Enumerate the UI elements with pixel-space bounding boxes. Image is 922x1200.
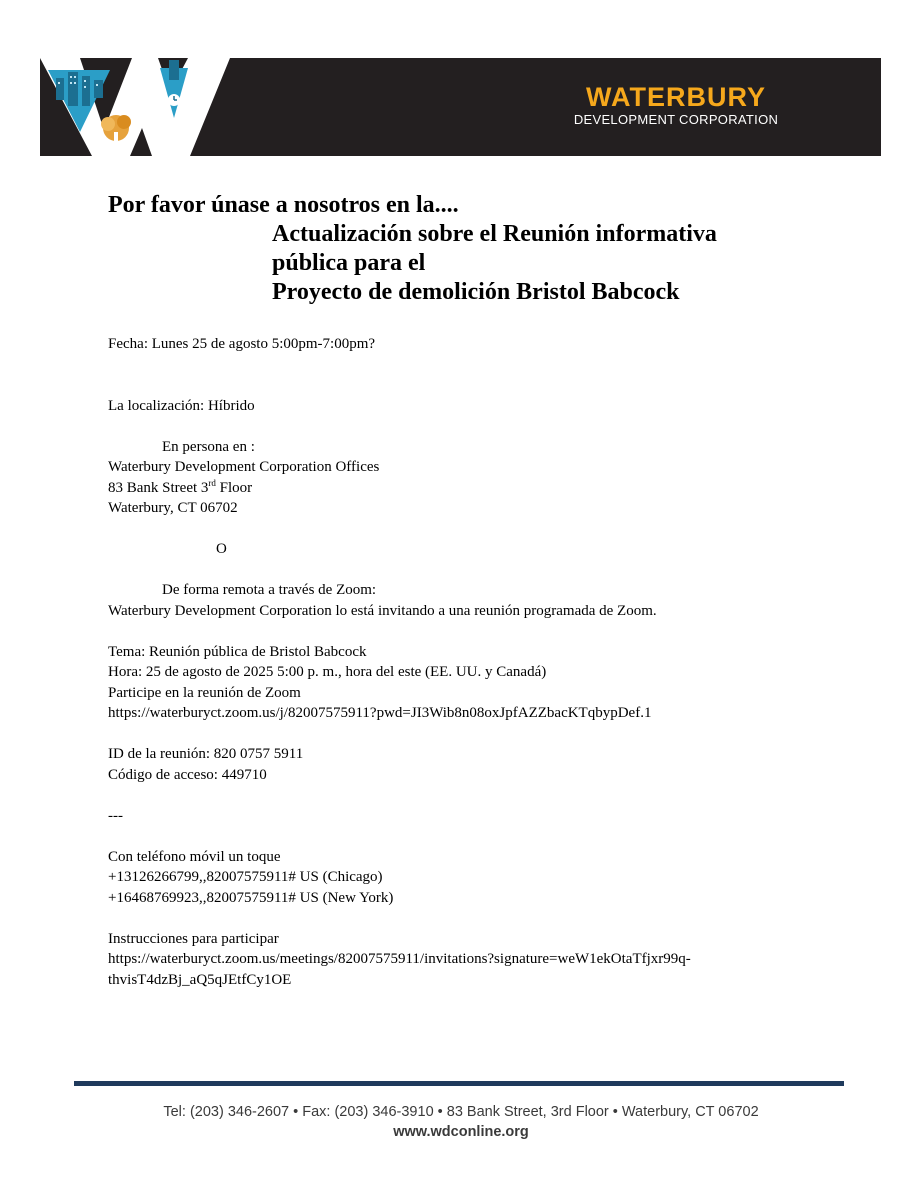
- instructions-link-cont[interactable]: thvisT4dzBj_aQ5qJEtfCy1OE: [108, 971, 292, 988]
- footer-website[interactable]: www.wdconline.org: [393, 1124, 529, 1140]
- event-title-line: Proyecto de demolición Bristol Babcock: [272, 279, 680, 305]
- brand-name: WATERBURY: [586, 82, 766, 112]
- meeting-location: La localización: Híbrido: [108, 397, 255, 414]
- separator: ---: [108, 807, 123, 824]
- instructions-label: Instrucciones para participar: [108, 930, 279, 947]
- letterhead-banner: [40, 58, 881, 156]
- join-link[interactable]: https://waterburyct.zoom.us/j/82007575911?pwd=JI3Wib8n08oxJpfAZZbacKTqbypDef.1: [108, 705, 652, 721]
- office-city: Waterbury, CT 06702: [108, 500, 238, 516]
- mobile-label: Con teléfono móvil un toque: [108, 848, 281, 865]
- meeting-topic: Tema: Reunión pública de Bristol Babcock: [108, 643, 367, 660]
- instructions-link[interactable]: https://waterburyct.zoom.us/meetings/82007575911/invitations?signature=weW1ekOtaTfjxr99q-: [108, 951, 691, 967]
- brand-subtitle: DEVELOPMENT CORPORATION: [573, 112, 779, 127]
- phone-new-york[interactable]: +16468769923,,82007575911# US (New York): [108, 889, 394, 906]
- or-label: O: [216, 541, 227, 557]
- meeting-time: Hora: 25 de agosto de 2025 5:00 p. m., hora del este (EE. UU. y Canadá): [108, 664, 547, 680]
- join-label: Participe en la reunión de Zoom: [108, 684, 301, 701]
- remote-label: De forma remota a través de Zoom:: [162, 582, 377, 598]
- meeting-id: ID de la reunión: 820 0757 5911: [108, 746, 304, 762]
- footer-divider: [74, 1081, 844, 1086]
- zoom-invite-text: Waterbury Development Corporation lo está invitando a una reunión programada de Zoom.: [108, 602, 657, 619]
- phone-chicago[interactable]: +13126266799,,82007575911# US (Chicago): [108, 869, 383, 885]
- meeting-details: [108, 334, 691, 990]
- meeting-passcode: Código de acceso: 449710: [108, 766, 267, 783]
- event-title-line: pública para el: [272, 250, 426, 276]
- brand-wordmark: [566, 82, 786, 128]
- in-person-label: En persona en :: [162, 438, 255, 455]
- meeting-date: Fecha: Lunes 25 de agosto 5:00pm-7:00pm?: [108, 336, 376, 352]
- office-name: Waterbury Development Corporation Offices: [108, 459, 380, 475]
- event-title-line: Actualización sobre el Reunión informativa: [272, 221, 717, 247]
- event-title: [272, 220, 717, 307]
- invite-heading: Por favor únase a nosotros en la....: [108, 192, 459, 218]
- wdc-logo-icon: [40, 58, 240, 156]
- footer-contact: Tel: (203) 346-2607 • Fax: (203) 346-3910 • 83 Bank Street, 3rd Floor • Waterbury, CT 06702: [163, 1104, 759, 1120]
- office-street: 83 Bank Street 3rd Floor: [108, 477, 253, 496]
